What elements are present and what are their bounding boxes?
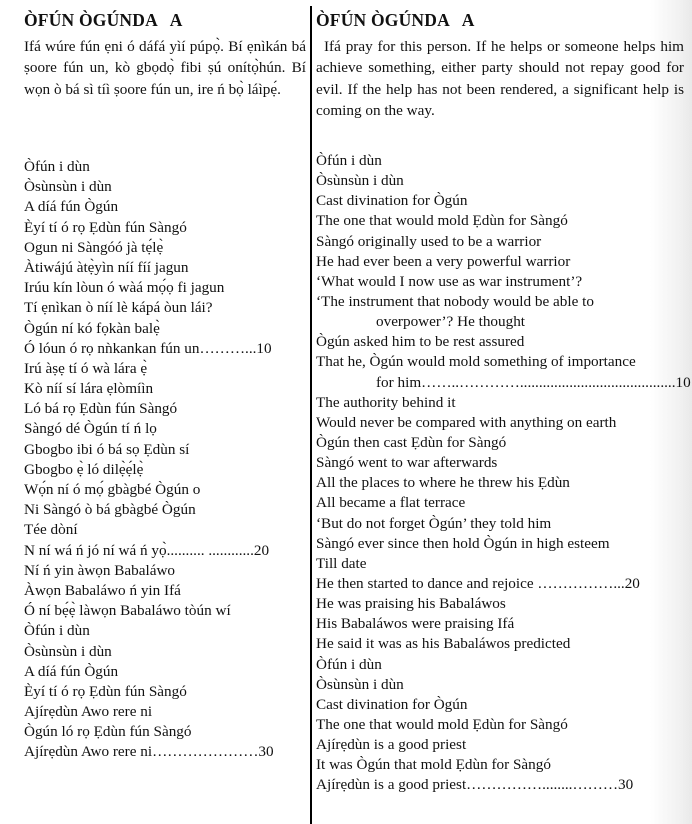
verse-line-30: Ajírẹdùn is a good priest……………........………30 — [316, 776, 634, 794]
verse-line: Ajírẹdùn is a good priest — [316, 736, 467, 754]
verse-line: It was Ògún that mold Ẹdùn for Sàngó — [316, 756, 551, 774]
verse-line: Àwọn Babaláwo ń yin Ifá — [24, 581, 181, 599]
verse-line: Ó ní bẹ́ẹ̀ làwọn Babaláwo tòún wí — [24, 602, 231, 620]
verse-line: Òsùnsùn i dùn — [316, 675, 404, 693]
verse-line: Gbogbo ẹ̀ ló dilẹ̀ẹ́lẹ̀ — [24, 460, 144, 478]
verse-line: Till date — [316, 554, 367, 572]
verse-line: Wọ́n ní ó mọ́ gbàgbé Ògún o — [24, 481, 201, 498]
verse-line: Òsùnsùn i dùn — [24, 642, 112, 660]
verse-line: Gbogbo ibi ó bá sọ Ẹdùn sí — [24, 440, 190, 458]
verse-line: A díá fún Ògún — [24, 662, 119, 680]
verse-line: Irú àṣẹ tí ó wà lára ẹ̀ — [24, 359, 148, 377]
verse-line: He was praising his Babaláwos — [316, 595, 506, 613]
yoruba-verses — [24, 157, 274, 763]
verse-line: Ni Sàngó ò bá gbàgbé Ògún — [24, 501, 196, 519]
verse-line-10: Ó lóun ó rọ nǹkankan fún un………...10 — [24, 339, 272, 357]
verse-line-30: Ajírẹdùn Awo rere ni…………………30 — [24, 743, 274, 761]
verse-line: Òfún i dùn — [316, 655, 382, 673]
verse-line: All became a flat terrace — [316, 494, 466, 512]
verse-line: The authority behind it — [316, 393, 456, 411]
verse-line: Ló bá rọ Ẹdùn fún Sàngó — [24, 400, 178, 418]
verse-line: Ògún ní kó fọkàn balẹ̀ — [24, 319, 160, 337]
verse-line: Cast divination for Ògún — [316, 192, 468, 210]
verse-line: His Babaláwos were praising Ifá — [316, 615, 515, 633]
verse-line: Sàngó ever since then hold Ògún in high esteem — [316, 534, 610, 552]
verse-line: Sàngó originally used to be a warrior — [316, 232, 542, 250]
yoruba-title: ÒFÚN ÒGÚNDA A — [24, 10, 183, 30]
verse-line: ‘But do not forget Ògún’ they told him — [316, 514, 552, 532]
verse-line: Kò níí sí lára ẹlòmíìn — [24, 380, 154, 398]
english-title: ÒFÚN ÒGÚNDA A — [316, 10, 475, 30]
verse-line: ‘The instrument that nobody would be able to — [316, 292, 594, 310]
verse-line: That he, Ògún would mold something of importance — [316, 353, 636, 371]
verse-line: Sàngó went to war afterwards — [316, 454, 498, 472]
verse-line: Tí ẹnìkan ò níí lè kápá òun lái? — [24, 299, 213, 317]
verse-line: Òsùnsùn i dùn — [24, 178, 112, 196]
verse-line: Ajírẹdùn Awo rere ni — [24, 703, 153, 721]
verse-line: Èyí tí ó rọ Ẹdùn fún Sàngó — [24, 218, 187, 236]
verse-line: The one that would mold Ẹdùn for Sàngó — [316, 715, 568, 733]
verse-line: Cast divination for Ògún — [316, 695, 468, 713]
verse-line: ‘What would I now use as war instrument’? — [316, 272, 583, 290]
verse-line: Ogun ni Sàngóó jà tẹ́lẹ̀ — [24, 238, 164, 256]
verse-line: Ògún ló rọ Ẹdùn fún Sàngó — [24, 723, 192, 741]
verse-line: All the places to where he threw his Ẹdùn — [316, 474, 570, 492]
verse-line-10: for him……..………….........................................10 — [376, 373, 691, 391]
verse-line: Ní ń yin àwọn Babaláwo — [24, 561, 175, 579]
verse-line: Sàngó dé Ògún tí ń lọ — [24, 420, 157, 438]
column-divider — [310, 6, 312, 824]
verse-line: Èyí tí ó rọ Ẹdùn fún Sàngó — [24, 682, 187, 700]
verse-line: Ògún then cast Ẹdùn for Sàngó — [316, 433, 507, 451]
verse-line: Ògún asked him to be rest assured — [316, 333, 525, 351]
verse-line: Tée dòní — [24, 521, 78, 539]
verse-line: Would never be compared with anything on earth — [316, 413, 617, 431]
verse-line: Òfún i dùn — [316, 152, 382, 169]
yoruba-intro-paragraph: Ifá wúre fún ẹni ó dáfá yìí púpọ̀. Bí ẹnìkán bá ṣoore fún un, kò gbọdọ̀ fibi ṣú onítọ̀hún. Bí wọn ò bá sì tíì ṣoore fún un, ire ń bọ̀ láìpẹ́. — [24, 38, 306, 98]
verse-line: Àtiwájú àtẹ̀yìn níí fíí jagun — [24, 258, 189, 276]
verse-line: Òfún i dùn — [24, 622, 90, 640]
verse-line: The one that would mold Ẹdùn for Sàngó — [316, 212, 568, 230]
verse-line: A díá fún Ògún — [24, 198, 119, 216]
verse-line: He had ever been a very powerful warrior — [316, 252, 571, 270]
english-intro-paragraph: Ifá pray for this person. If he helps or someone helps him achieve something, either party should not repay good for evil. If the help has not been rendered, a significant help is coming on the way. — [316, 38, 684, 119]
verse-line: Irúu kín lòun ó wàá mọ́ọ fi jagun — [24, 279, 225, 297]
verse-line-20: N ní wá ń jó ní wá ń yọ̀.......... ............20 — [24, 541, 270, 559]
verse-line: He said it was as his Babaláwos predicted — [316, 635, 571, 653]
verse-line: Òsùnsùn i dùn — [316, 172, 404, 190]
english-verses — [316, 151, 691, 796]
verse-line-20: He then started to dance and rejoice ……………...20 — [316, 574, 640, 592]
verse-line-continuation: overpower’? He thought — [376, 313, 526, 331]
verse-line: Òfún i dùn — [24, 158, 90, 175]
